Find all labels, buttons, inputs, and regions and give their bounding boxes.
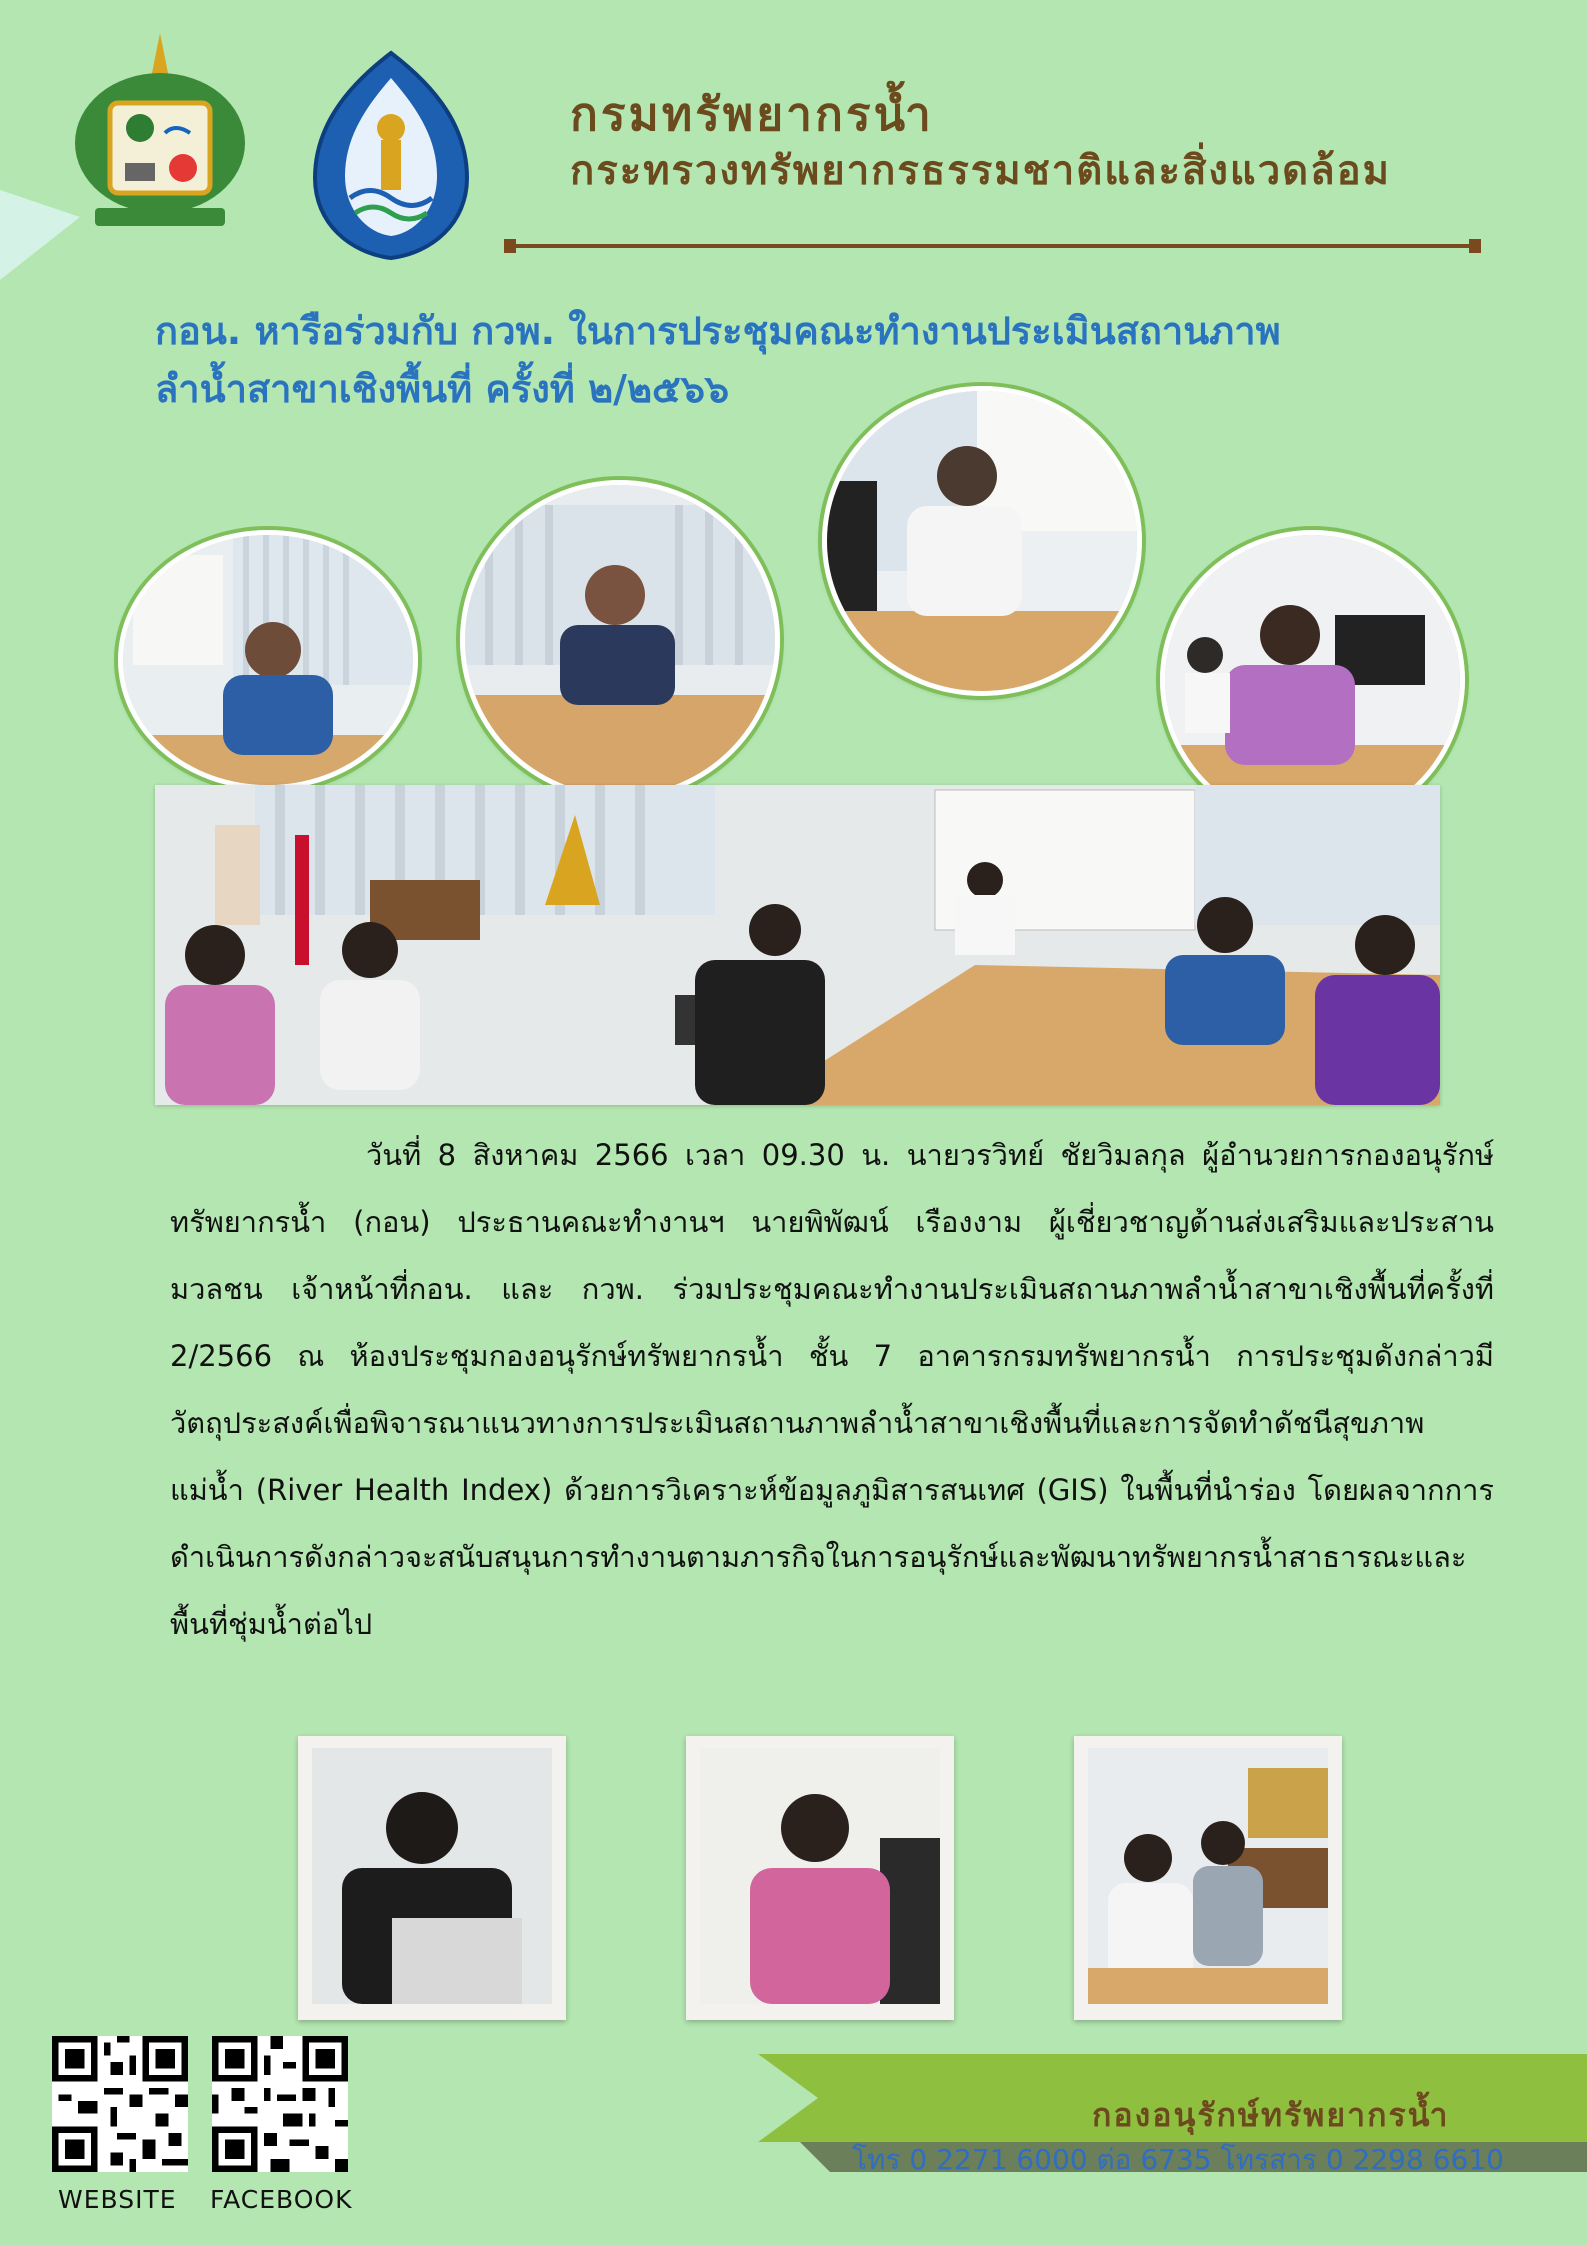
ministry-emblem-logo bbox=[55, 28, 265, 238]
photo-meeting-wide bbox=[155, 785, 1440, 1105]
org-name: กรมทรัพยากรน้ำ bbox=[570, 87, 934, 141]
footer-org-name: กองอนุรักษ์ทรัพยากรน้ำ bbox=[1092, 2096, 1450, 2134]
facebook-label: FACEBOOK bbox=[210, 2185, 353, 2214]
header-divider bbox=[510, 244, 1475, 248]
photo-circle-3 bbox=[822, 386, 1142, 696]
body-paragraph: วันที่ 8 สิงหาคม 2566 เวลา 09.30 น. นายวรวิทย์ ชัยวิมลกุล ผู้อำนวยการกองอนุรักษ์ทรัพยากรน้ำ (กอน) ประธานคณะทำงานฯ นายพิพัฒน์ เรืองงาม ผู้เชี่ยวชาญด้านส่งเสริมและประสานมวลชน เจ้าหน้าที่กอน. และ กวพ. ร่วมประชุมคณะทำงานประเมินสถานภาพลำน้ำสาขาเชิงพื้นที่ครั้งที่ 2/2566 ณ ห้องประชุมกองอนุรักษ์ทรัพยากรน้ำ ชั้น 7 อาคารกรมทรัพยากรน้ำ การประชุมดังกล่าวมีวัตถุประสงค์เพื่อพิจารณาแนวทางการประเมินสถานภาพลำน้ำสาขาเชิงพื้นที่และการจัดทำดัชนีสุขภาพแม่น้ำ (River Health Index) ด้วยการวิเคราะห์ข้อมูลภูมิสารสนเทศ (GIS) ในพื้นที่นำร่อง โดยผลจากการดำเนินการดังกล่าวจะสนับสนุนการทำงานตามภารกิจในการอนุรักษ์และพัฒนาทรัพยากรน้ำสาธารณะและพื้นที่ชุ่มน้ำต่อไป bbox=[170, 1138, 1494, 1641]
photo-bottom-2 bbox=[686, 1736, 954, 2020]
ministry-name: กระทรวงทรัพยากรธรรมชาติและสิ่งแวดล้อม bbox=[570, 148, 1392, 194]
headline-line-2: ลำน้ำสาขาเชิงพื้นที่ ครั้งที่ ๒/๒๕๖๖ bbox=[155, 367, 730, 411]
dwr-logo bbox=[305, 48, 477, 263]
footer-contact: โทร 0 2271 6000 ต่อ 6735 โทรสาร 0 2298 6610 bbox=[852, 2143, 1504, 2176]
photo-bottom-1 bbox=[298, 1736, 566, 2020]
photo-circle-1 bbox=[118, 530, 418, 790]
photo-bottom-3 bbox=[1074, 1736, 1342, 2020]
headline bbox=[155, 302, 1455, 418]
headline-line-1: กอน. หารือร่วมกับ กวพ. ในการประชุมคณะทำงานประเมินสถานภาพ bbox=[155, 309, 1281, 353]
body-text bbox=[170, 1122, 1494, 1658]
photo-circle-2 bbox=[460, 480, 780, 800]
facebook-qr-code[interactable] bbox=[212, 2036, 348, 2172]
website-qr-code[interactable] bbox=[52, 2036, 188, 2172]
website-label: WEBSITE bbox=[58, 2185, 177, 2214]
